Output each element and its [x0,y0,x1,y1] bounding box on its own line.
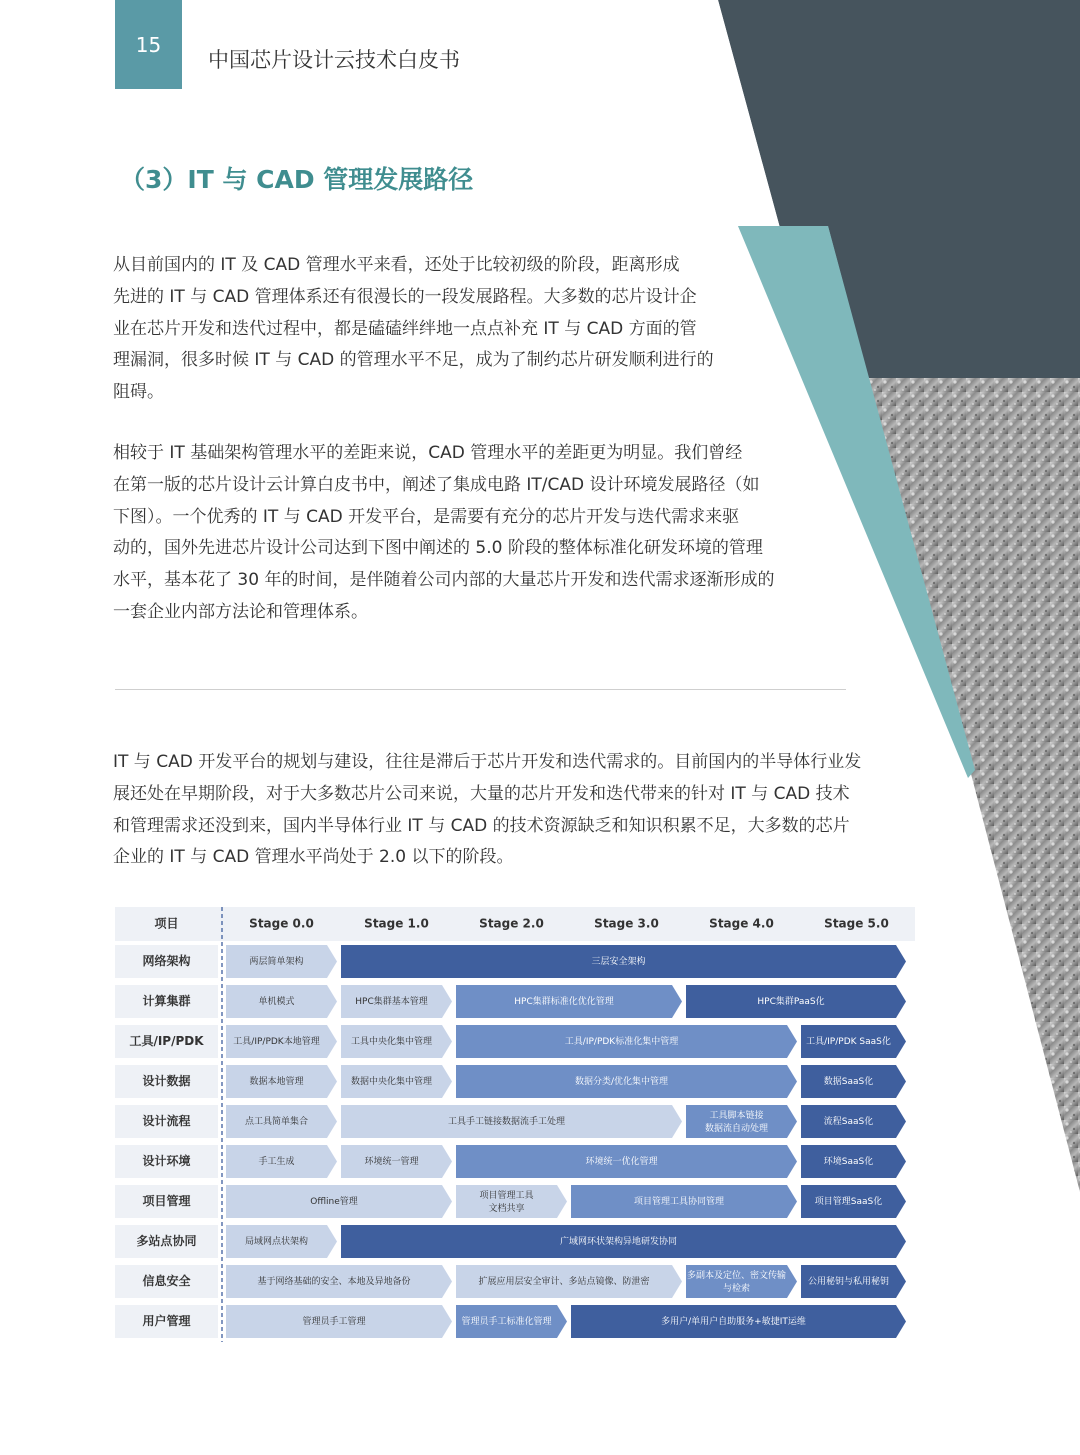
page-number: 15 [135,32,162,57]
segment-label: 流程SaaS化 [823,1117,874,1127]
segment-label-line: 与检索 [722,1284,751,1294]
segment-label: 项目管理工具协同管理 [633,1197,725,1207]
segment-label-line: 工具脚本链接 [709,1111,764,1121]
text-line: 在第一版的芯片设计云计算白皮书中，阐述了集成电路 IT/CAD 设计环境发展路径（如 [113,474,760,495]
segment-label: 公用秘钥与私用秘钥 [807,1277,890,1287]
section-divider [115,689,846,690]
segment-label: 管理员手工标准化管理 [461,1317,552,1327]
segment-label: 多用户/单用户自助服务+敏捷IT运维 [661,1317,806,1327]
stage-header: Stage 0.0 [249,916,314,931]
segment-label: 环境SaaS化 [823,1157,874,1167]
text-line: 和管理需求还没到来，国内半导体行业 IT 与 CAD 的技术资源缺乏和知识积累不足，大多数的芯片 [113,815,850,836]
segment-label: 数据SaaS化 [823,1077,874,1087]
document-title: 中国芯片设计云技术白皮书 [208,48,460,72]
row-label: 计算集群 [142,994,191,1008]
segment-label: 点工具简单集合 [244,1117,309,1127]
stage-header: Stage 5.0 [824,916,889,931]
stage-header: Stage 4.0 [709,916,774,931]
text-line: 相较于 IT 基础架构管理水平的差距来说，CAD 管理水平的差距更为明显。我们曾经 [113,443,743,463]
row-label: 项目管理 [142,1194,191,1208]
text-line: 业在芯片开发和迭代过程中，都是磕磕绊绊地一点点补充 IT 与 CAD 方面的管 [113,318,697,339]
stage-header: Stage 1.0 [364,916,429,931]
segment-label: 环境统一优化管理 [585,1157,658,1167]
segment-label: 工具/IP/PDK标准化集中管理 [564,1037,679,1047]
text-line: 先进的 IT 与 CAD 管理体系还有很漫长的一段发展路程。大多数的芯片设计企 [113,286,697,307]
row-label: 设计数据 [142,1074,191,1088]
segment-label: 广域网环状架构异地研发协同 [559,1237,678,1247]
segment-label: 工具手工链接数据流手工处理 [447,1117,566,1127]
text-line: IT 与 CAD 开发平台的规划与建设，往往是滞后于芯片开发和迭代需求的。目前国内的半导体行业发 [113,752,862,772]
segment-label-line: 多副本及定位、密文传输 [686,1271,787,1281]
page-number-tab [115,0,182,89]
segment-label: 管理员手工管理 [302,1317,366,1327]
row-label: 设计流程 [142,1114,191,1128]
text-line: 企业的 IT 与 CAD 管理水平尚处于 2.0 以下的阶段。 [113,847,514,868]
segment-label: 两层简单架构 [249,957,304,967]
text-line: 动的，国外先进芯片设计公司达到下图中阐述的 5.0 阶段的整体标准化研发环境的管理 [113,538,763,559]
segment-label-line: 数据流自动处理 [704,1124,769,1134]
stage-header: Stage 2.0 [479,916,544,931]
text-line: 展还处在早期阶段，对于大多数芯片公司来说，大量的芯片开发和迭代带来的针对 IT 与 CAD 技术 [113,783,850,804]
segment-label: 工具/IP/PDK本地管理 [233,1037,320,1047]
row-label: 用户管理 [142,1314,191,1328]
text-line: 阻碍。 [113,382,164,403]
row-label: 设计环境 [142,1154,191,1168]
paragraph-1 [113,250,714,409]
text-line: 一套企业内部方法论和管理体系。 [113,601,368,622]
header-label: 项目 [154,916,179,931]
segment-label: 三层安全架构 [591,957,646,967]
segment-label: 工具/IP/PDK SaaS化 [806,1037,891,1047]
segment-label: 数据分类/优化集中管理 [574,1077,669,1087]
row-label: 网络架构 [142,954,191,968]
segment-label: HPC集群标准化优化管理 [514,997,614,1007]
section-title: （3）IT 与 CAD 管理发展路径 [120,165,474,194]
row-label: 信息安全 [142,1274,191,1288]
segment-label-line: 文档共享 [488,1204,525,1214]
segment-label: 数据本地管理 [249,1077,304,1087]
text-line: 下图）。一个优秀的 IT 与 CAD 开发平台，是需要有充分的芯片开发与迭代需求来驱 [113,506,740,527]
segment-label: 项目管理SaaS化 [814,1197,883,1207]
segment-label: 工具中央化集中管理 [350,1037,433,1047]
segment-label: 单机模式 [258,997,295,1007]
stage-header: Stage 3.0 [594,916,659,931]
segment-label: 局域网点状架构 [244,1237,309,1247]
segment-label: HPC集群PaaS化 [757,997,825,1007]
segment-label: 扩展应用层安全审计、多站点镜像、防泄密 [478,1277,650,1287]
text-line: 理漏洞，很多时候 IT 与 CAD 的管理水平不足，成为了制约芯片研发顺利进行的 [113,350,714,371]
row-label: 工具/IP/PDK [129,1034,204,1048]
segment-label: 手工生成 [258,1157,295,1167]
text-line: 从目前国内的 IT 及 CAD 管理水平来看，还处于比较初级的阶段，距离形成 [113,255,680,275]
segment-label-line: 项目管理工具 [479,1191,534,1201]
paragraph-3 [113,747,861,874]
row-label: 多站点协同 [136,1234,197,1248]
segment-label: Offline管理 [310,1197,358,1207]
paragraph-2 [113,438,774,629]
segment-label: HPC集群基本管理 [355,997,428,1007]
segment-label: 数据中央化集中管理 [350,1077,433,1087]
segment-label: 基于网络基础的安全、本地及异地备份 [257,1277,411,1287]
it-cad-roadmap-table [115,907,915,1342]
segment-label: 环境统一管理 [364,1157,419,1167]
text-line: 水平，基本花了 30 年的时间，是伴随着公司内部的大量芯片开发和迭代需求逐渐形成的 [113,570,775,591]
